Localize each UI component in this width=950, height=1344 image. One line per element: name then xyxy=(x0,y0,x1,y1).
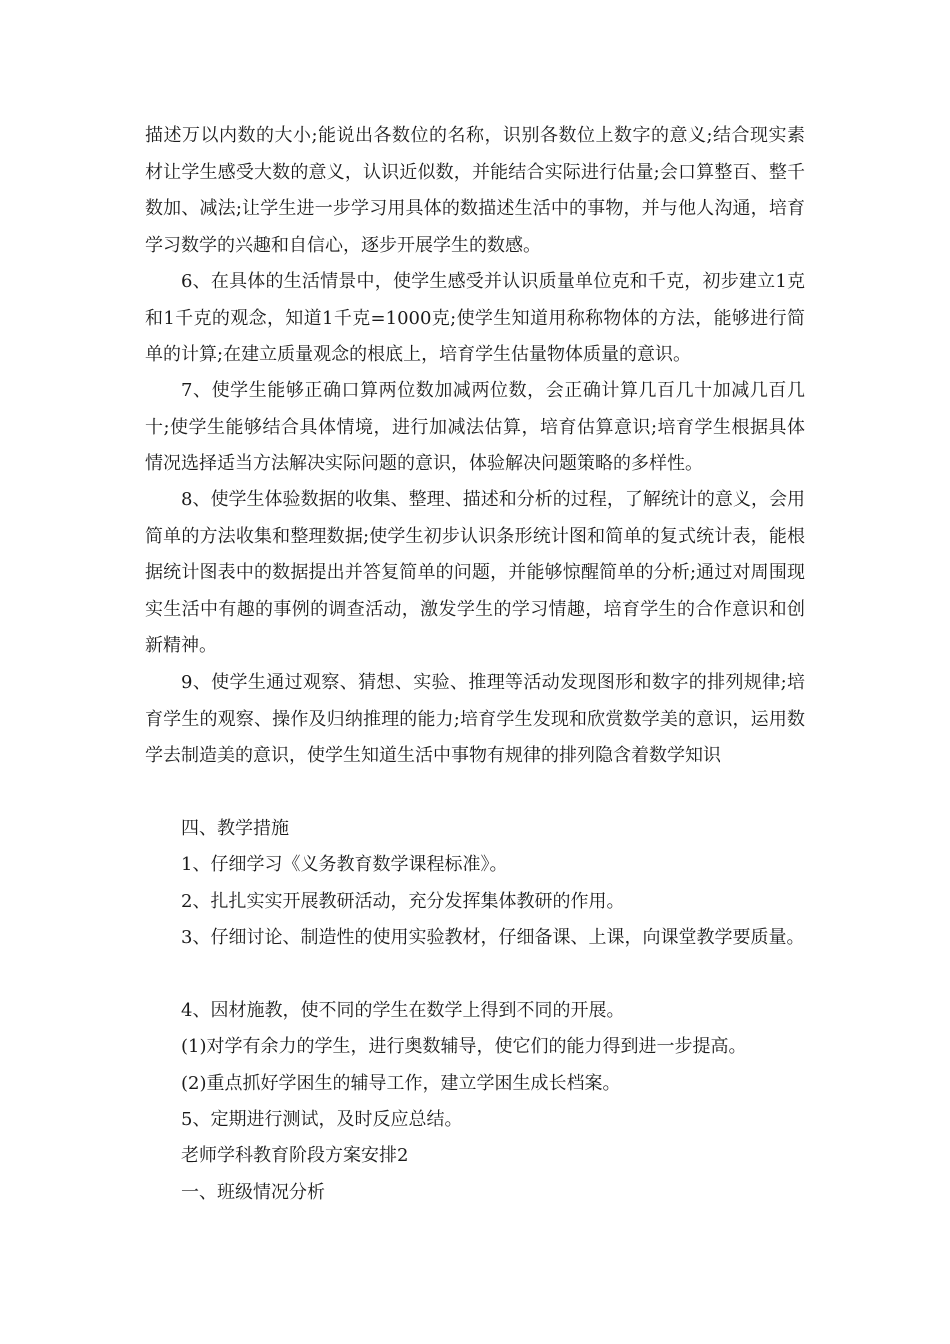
section-heading-class-analysis: 一、班级情况分析 xyxy=(181,1182,325,1203)
paragraph-number-sense: 描述万以内数的大小;能说出各数位的名称，识别各数位上数字的意义;结合现实素材让学生感受大数的意义，认识近似数，并能结合实际进行估量;会口算整百、整千数加、减法;让学生进一步学习用具体的数描述生活中的事物，并与他人沟通，培育学习数学的兴趣和自信心，逐步开展学生的数感。 xyxy=(145,125,805,256)
measure-subitem-1: (1)对学有余力的学生，进行奥数辅导，使它们的能力得到进一步提高。 xyxy=(181,1036,747,1057)
section-heading-teaching-measures: 四、教学措施 xyxy=(181,818,289,839)
measure-item-2: 2、扎扎实实开展教研活动，充分发挥集体教研的作用。 xyxy=(181,891,625,912)
paragraph-goal-6: 6、在具体的生活情景中，使学生感受并认识质量单位克和千克，初步建立1克和1千克的观念，知道1千克=1000克;使学生知道用称称物体的方法，能够进行简单的计算;在建立质量观念的根底上，培育学生估量物体质量的意识。 xyxy=(145,271,805,365)
paragraph-goal-8: 8、使学生体验数据的收集、整理、描述和分析的过程，了解统计的意义，会用简单的方法收集和整理数据;使学生初步认识条形统计图和简单的复式统计表，能根据统计图表中的数据提出并答复简单的问题，并能够惊醒简单的分析;通过对周围现实生活中有趣的事例的调查活动，激发学生的学习情趣，培育学生的合作意识和创新精神。 xyxy=(145,489,805,656)
measure-item-1: 1、仔细学习《义务教育数学课程标准》。 xyxy=(181,854,508,875)
document-title-plan-2: 老师学科教育阶段方案安排2 xyxy=(181,1145,409,1166)
measure-item-4: 4、因材施教，使不同的学生在数学上得到不同的开展。 xyxy=(181,1000,625,1021)
measure-item-5: 5、定期进行测试，及时反应总结。 xyxy=(181,1109,463,1130)
paragraph-goal-7: 7、使学生能够正确口算两位数加减两位数，会正确计算几百几十加减几百几十;使学生能够结合具体情境，进行加减法估算，培育估算意识;培育学生根据具体情况选择适当方法解决实际问题的意识，体验解决问题策略的多样性。 xyxy=(145,380,805,474)
paragraph-goal-9: 9、使学生通过观察、猜想、实验、推理等活动发现图形和数字的排列规律;培育学生的观察、操作及归纳推理的能力;培育学生发现和欣赏数学美的意识，运用数学去制造美的意识，使学生知道生活中事物有规律的排列隐含着数学知识 xyxy=(145,672,805,766)
measure-subitem-2: (2)重点抓好学困生的辅导工作，建立学困生成长档案。 xyxy=(181,1073,621,1094)
measure-item-3: 3、仔细讨论、制造性的使用实验教材，仔细备课、上课，向课堂教学要质量。 xyxy=(181,927,805,948)
